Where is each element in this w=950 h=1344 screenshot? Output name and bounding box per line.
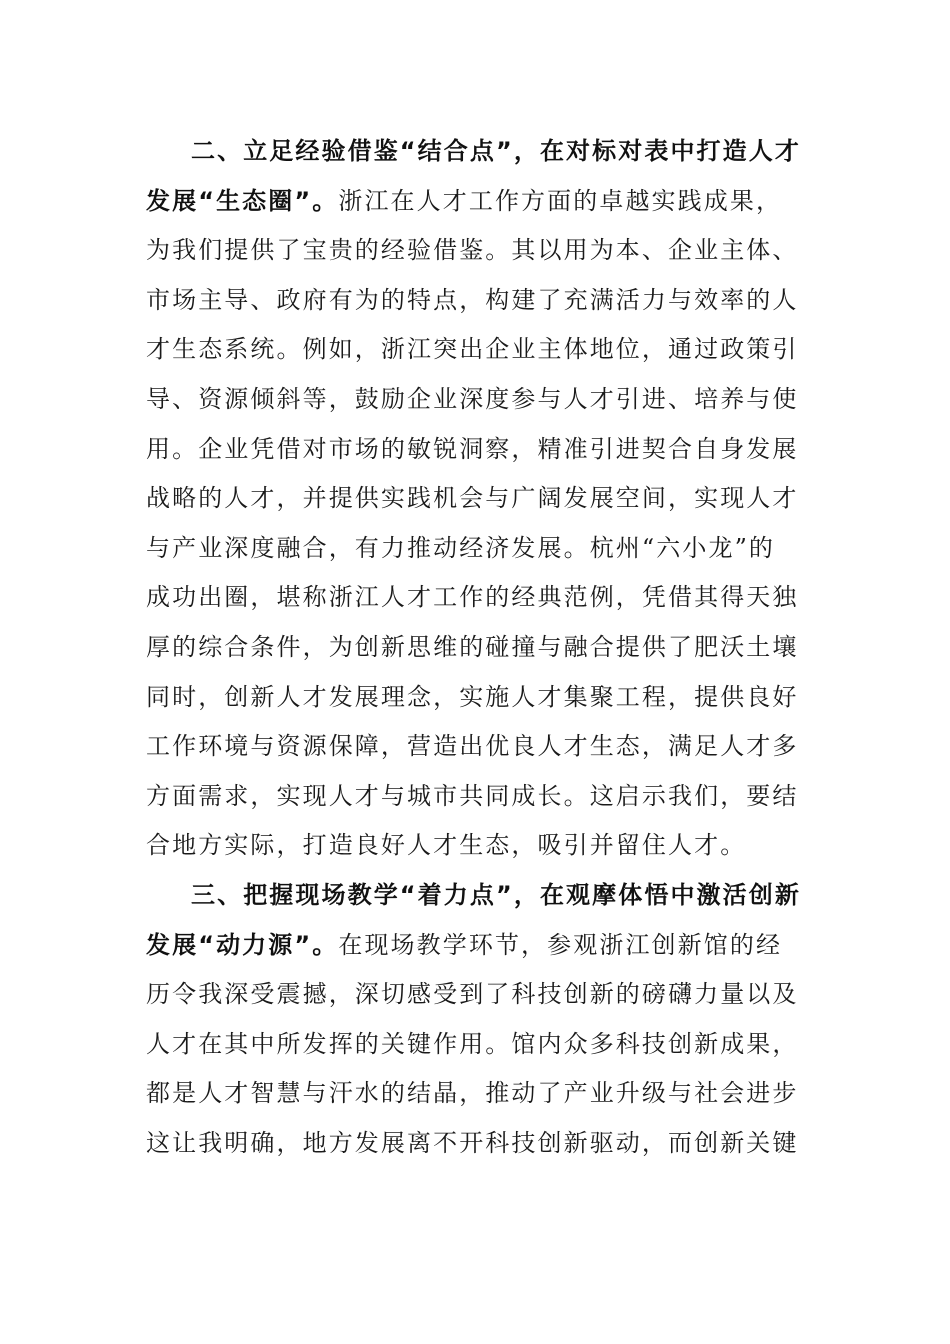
body-text: 工作环境与资源保障，营造出优良人才生态，满足人才多 <box>146 732 799 761</box>
section-heading: 二、立足经验借鉴“结合点”，在对标对表中打造人才 <box>191 137 801 165</box>
body-text: 厚的综合条件，为创新思维的碰撞与融合提供了肥沃土壤 <box>146 632 799 661</box>
paragraph-line <box>146 573 806 623</box>
paragraph-line <box>146 970 806 1020</box>
body-text: 导、资源倾斜等，鼓励企业深度参与人才引进、培养与使 <box>146 384 799 413</box>
body-text: 合地方实际，打造良好人才生态，吸引并留住人才。 <box>146 831 747 860</box>
body-text: 同时，创新人才发展理念，实施人才集聚工程，提供良好 <box>146 682 799 711</box>
paragraph-line <box>146 871 806 921</box>
paragraph-line <box>146 1119 806 1169</box>
paragraph-line <box>146 623 806 673</box>
body-text: 成功出圈，堪称浙江人才工作的经典范例，凭借其得天独 <box>146 583 799 612</box>
paragraph-line <box>146 325 806 375</box>
paragraph-line <box>146 1069 806 1119</box>
body-text: 市场主导、政府有为的特点，构建了充满活力与效率的人 <box>146 285 799 314</box>
paragraph-line <box>146 375 806 425</box>
body-text: 才生态系统。例如，浙江突出企业主体地位，通过政策引 <box>146 335 799 364</box>
paragraph-line <box>146 474 806 524</box>
body-text: 历令我深受震撼，深切感受到了科技创新的磅礴力量以及 <box>146 980 799 1009</box>
paragraph-line <box>146 821 806 871</box>
section-heading: 三、把握现场教学“着力点”，在观摩体悟中激活创新 <box>191 880 801 909</box>
document-body <box>146 127 806 1168</box>
body-text: 浙江在人才工作方面的卓越实践成果， <box>338 186 783 215</box>
section-heading: 发展“动力源”。 <box>146 930 339 959</box>
body-text: 在现场教学环节，参观浙江创新馆的经 <box>338 930 783 959</box>
body-text: 与产业深度融合，有力推动经济发展。杭州“六小龙”的 <box>146 533 776 562</box>
paragraph-line <box>146 673 806 723</box>
paragraph-line <box>146 921 806 971</box>
body-text: 用。企业凭借对市场的敏锐洞察，精准引进契合自身发展 <box>146 434 799 463</box>
body-text: 战略的人才，并提供实践机会与广阔发展空间，实现人才 <box>146 484 799 513</box>
section-heading: 发展“生态圈”。 <box>146 186 339 215</box>
paragraph-line <box>146 524 806 574</box>
body-text: 人才在其中所发挥的关键作用。馆内众多科技创新成果， <box>146 1029 799 1058</box>
paragraph-line <box>146 276 806 326</box>
paragraph-line <box>146 772 806 822</box>
paragraph-line <box>146 1020 806 1070</box>
body-text: 方面需求，实现人才与城市共同成长。这启示我们，要结 <box>146 781 799 810</box>
body-text: 这让我明确，地方发展离不开科技创新驱动，而创新关键 <box>146 1128 799 1157</box>
body-text: 都是人才智慧与汗水的结晶，推动了产业升级与社会进步 <box>146 1079 799 1108</box>
paragraph-line <box>146 177 806 227</box>
paragraph-line <box>146 722 806 772</box>
paragraph-line <box>146 226 806 276</box>
body-text: 为我们提供了宝贵的经验借鉴。其以用为本、企业主体、 <box>146 236 799 265</box>
paragraph-line <box>146 425 806 475</box>
paragraph-line <box>146 127 806 177</box>
